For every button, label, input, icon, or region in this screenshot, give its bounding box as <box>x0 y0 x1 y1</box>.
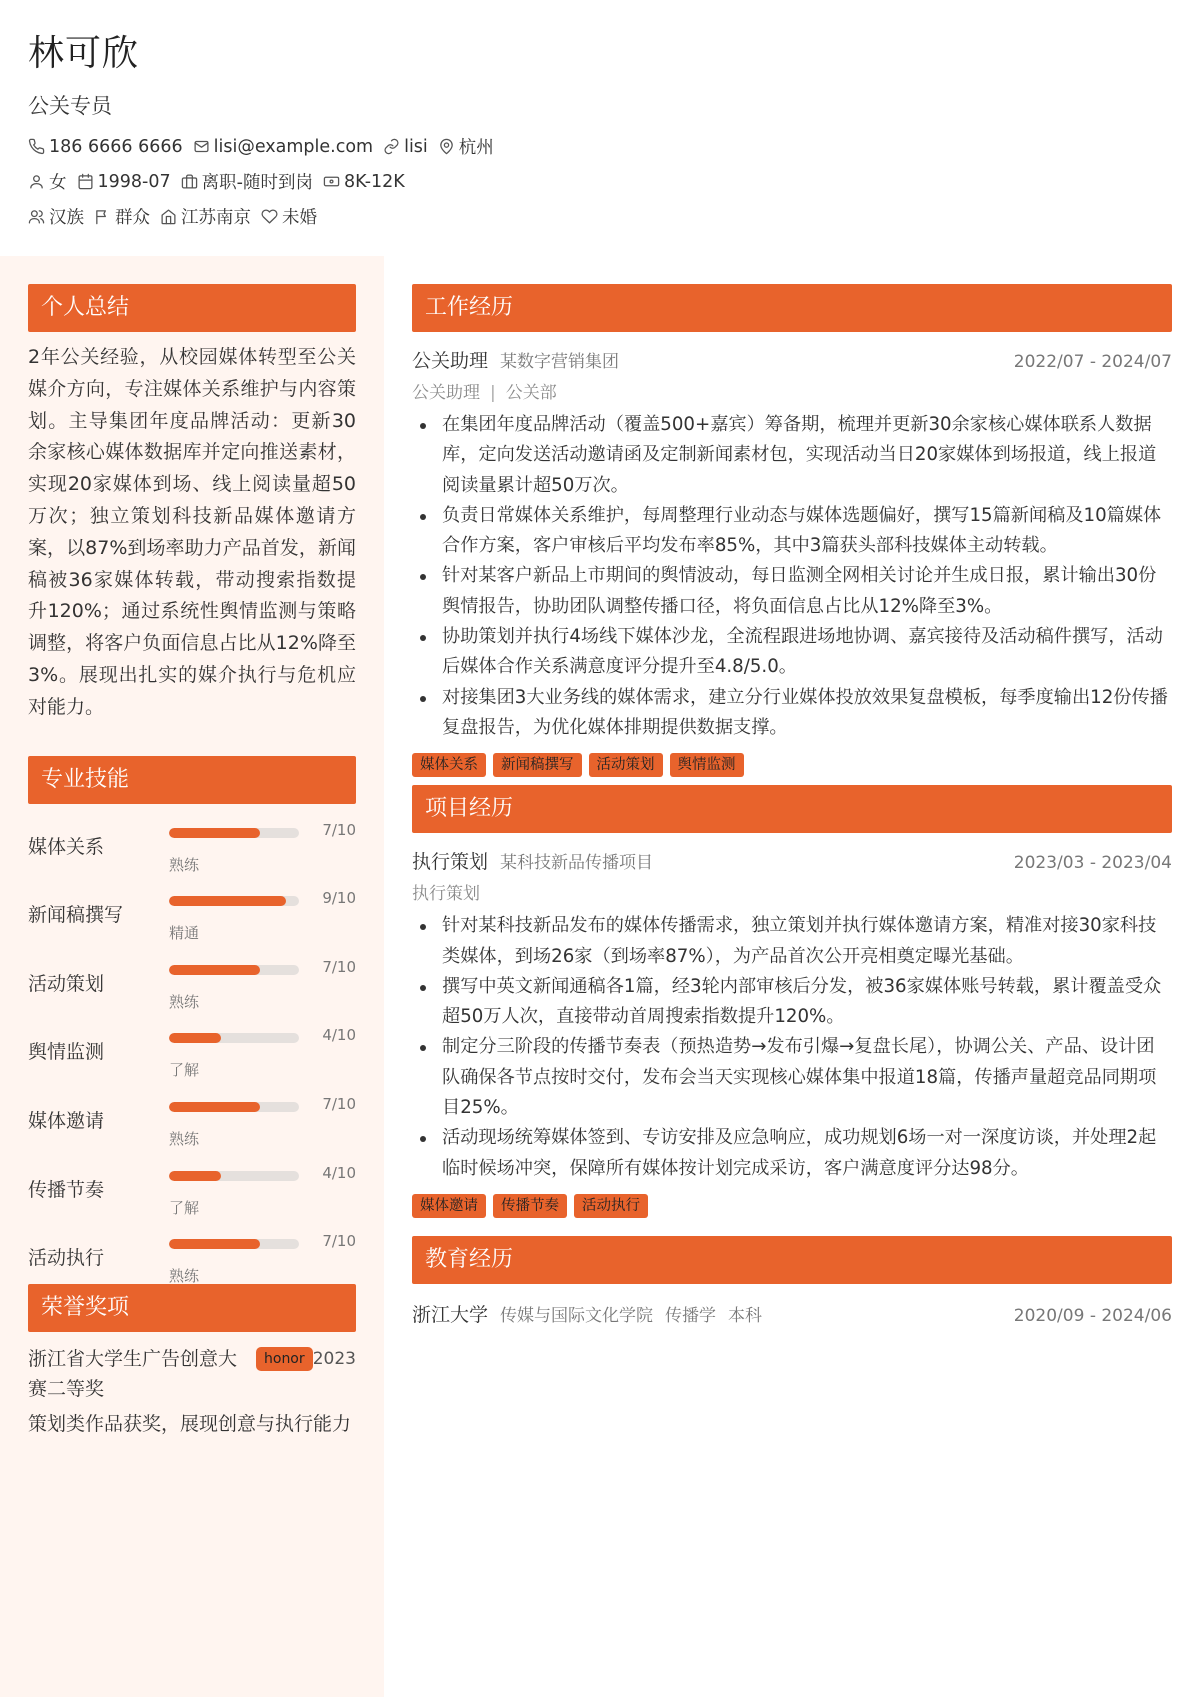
gender-item <box>28 169 67 194</box>
work-dept: 公关部 <box>505 383 557 403</box>
skill-bar <box>169 828 299 838</box>
skill-fill <box>169 1171 221 1181</box>
hometown-item <box>160 204 251 229</box>
phone-text: 186 6666 6666 <box>49 136 183 157</box>
status-item <box>181 169 313 194</box>
skill-score: 7/10 <box>322 957 356 976</box>
heart-icon <box>261 208 278 225</box>
project-tags <box>412 1194 1172 1218</box>
skill-score: 7/10 <box>322 1094 356 1113</box>
skill-level: 了解 <box>169 1198 200 1217</box>
birth-text: 1998-07 <box>97 171 171 192</box>
work-tags <box>412 753 1172 777</box>
project-role: 执行策划 <box>412 884 480 905</box>
skill-name: 舆情监测 <box>28 1041 105 1064</box>
hometown-text: 江苏南京 <box>181 208 251 228</box>
honor-year: 2023 <box>312 1348 356 1369</box>
college-name: 传媒与国际文化学院 <box>500 1305 654 1326</box>
project-position: 执行策划 <box>412 851 489 874</box>
mail-icon <box>193 138 210 155</box>
list-item: 负责日常媒体关系维护，每周整理行业动态与媒体选题偏好，撰写15篇新闻稿及10篇媒体合作方案，客户审核后平均发布率85%，其中3篇获头部科技媒体主动转载。 <box>412 501 1172 562</box>
skill-level: 精通 <box>169 924 200 943</box>
skill-tag: 活动策划 <box>589 753 663 777</box>
resume-header <box>28 28 1168 229</box>
project-entry-header <box>412 847 1172 873</box>
skill-level: 熟练 <box>169 855 200 874</box>
ethnicity-text: 汉族 <box>49 208 84 228</box>
list-item: 撰写中英文新闻通稿各1篇，经3轮内部审核后分发，被36家媒体账号转载，累计覆盖受众超50万人次，直接带动首周搜索指数提升120%。 <box>412 972 1172 1033</box>
skill-name: 媒体关系 <box>28 835 105 858</box>
main-content <box>412 284 1172 1326</box>
contact-row <box>28 134 1168 159</box>
skill-bar <box>169 1102 299 1112</box>
list-item: 针对某科技新品发布的媒体传播需求，独立策划并执行媒体邀请方案，精准对接30家科技类媒体，到场26家（到场率87%），为产品首次公开亮相奠定曝光基础。 <box>412 911 1172 972</box>
work-heading: 工作经历 <box>412 284 1172 332</box>
education-heading: 教育经历 <box>412 1236 1172 1284</box>
candidate-name: 林可欣 <box>28 33 140 74</box>
work-entry-header <box>412 346 1172 372</box>
wechat-text: lisi <box>404 136 428 157</box>
user-icon <box>28 173 45 190</box>
email-text: lisi@example.com <box>213 136 374 157</box>
skill-fill <box>169 1239 260 1249</box>
skill-item <box>28 1147 356 1216</box>
major-name: 传播学 <box>665 1305 717 1326</box>
project-heading: 项目经历 <box>412 785 1172 833</box>
skill-list <box>28 804 356 1284</box>
skill-tag: 传播节奏 <box>493 1194 567 1218</box>
marital-item <box>261 204 317 229</box>
list-item: 协助策划并执行4场线下媒体沙龙，全流程跟进场地协调、嘉宾接待及活动稿件撰写，活动后媒体合作关系满意度评分提升至4.8/5.0。 <box>412 622 1172 683</box>
list-item: 活动现场统筹媒体签到、专访安排及应急响应，成功规划6场一对一深度访谈，并处理2起临时候场冲突，保障所有媒体按计划完成采访，客户满意度评分达98分。 <box>412 1123 1172 1184</box>
users-icon <box>28 208 45 225</box>
list-item: 对接集团3大业务线的媒体需求，建立分行业媒体投放效果复盘模板，每季度输出12份传播复盘报告，为优化媒体排期提供数据支撑。 <box>412 683 1172 744</box>
skill-item <box>28 1215 356 1284</box>
email-item <box>193 137 373 157</box>
politics-item <box>94 204 150 229</box>
salary-text: 8K-12K <box>343 171 405 192</box>
skill-item <box>28 941 356 1010</box>
school-name: 浙江大学 <box>412 1303 489 1326</box>
marital-text: 未婚 <box>282 208 317 228</box>
city-item <box>438 134 494 159</box>
skill-fill <box>169 965 260 975</box>
skill-tag: 活动执行 <box>574 1194 648 1218</box>
skill-bar <box>169 1171 299 1181</box>
skill-tag: 舆情监测 <box>670 753 744 777</box>
skill-level: 熟练 <box>169 1267 200 1286</box>
link-icon <box>383 138 400 155</box>
skill-level: 熟练 <box>169 992 200 1011</box>
skill-level: 熟练 <box>169 1129 200 1148</box>
skill-fill <box>169 1033 221 1043</box>
education-date: 2020/09 - 2024/06 <box>1013 1305 1172 1326</box>
project-bullets <box>412 911 1172 1184</box>
honor-item <box>28 1344 356 1404</box>
skill-bar <box>169 1033 299 1043</box>
skill-level: 了解 <box>169 1061 200 1080</box>
skill-fill <box>169 1102 260 1112</box>
skill-bar <box>169 896 299 906</box>
skill-score: 4/10 <box>322 1163 356 1182</box>
location-pin-icon <box>438 138 455 155</box>
skill-name: 新闻稿撰写 <box>28 904 124 927</box>
wechat-item <box>383 137 428 157</box>
honors-heading: 荣誉奖项 <box>28 1284 356 1332</box>
skill-tag: 新闻稿撰写 <box>493 753 582 777</box>
education-entry <box>412 1300 1172 1326</box>
skill-name: 活动执行 <box>28 1247 105 1270</box>
skill-item <box>28 804 356 873</box>
skill-name: 媒体邀请 <box>28 1109 105 1132</box>
honor-description: 策划类作品获奖，展现创意与执行能力 <box>28 1412 352 1435</box>
project-date: 2023/03 - 2023/04 <box>1013 853 1172 874</box>
honor-title: 浙江省大学生广告创意大赛二等奖 <box>28 1347 238 1400</box>
skill-item <box>28 1078 356 1147</box>
summary-heading: 个人总结 <box>28 284 356 332</box>
skill-score: 4/10 <box>322 1026 356 1045</box>
skills-heading: 专业技能 <box>28 756 356 804</box>
skill-score: 9/10 <box>322 889 356 908</box>
skill-tag: 媒体邀请 <box>412 1194 486 1218</box>
skills-section <box>28 756 356 1284</box>
work-date: 2022/07 - 2024/07 <box>1013 352 1172 372</box>
divider: | <box>490 383 496 403</box>
personal-row <box>28 169 1168 194</box>
skill-score: 7/10 <box>322 820 356 839</box>
banknote-icon <box>323 173 340 190</box>
background-row <box>28 204 1168 229</box>
calendar-icon <box>77 173 94 190</box>
work-company: 某数字营销集团 <box>500 352 620 372</box>
skill-tag: 媒体关系 <box>412 753 486 777</box>
skill-bar <box>169 965 299 975</box>
politics-text: 群众 <box>115 208 150 228</box>
list-item: 制定分三阶段的传播节奏表（预热造势→发布引爆→复盘长尾），协调公关、产品、设计团队确保各节点按时交付，发布会当天实现核心媒体集中报道18篇，传播声量超竞品同期项目25%。 <box>412 1032 1172 1123</box>
skill-name: 活动策划 <box>28 972 105 995</box>
gender-text: 女 <box>49 173 67 193</box>
degree-name: 本科 <box>728 1305 763 1326</box>
work-bullets <box>412 410 1172 743</box>
phone-icon <box>28 138 45 155</box>
phone-item <box>28 137 183 157</box>
skill-item <box>28 872 356 941</box>
job-title: 公关专员 <box>28 94 112 118</box>
skill-bar <box>169 1239 299 1249</box>
status-text: 离职-随时到岗 <box>201 173 313 193</box>
work-role: 公关助理 <box>412 383 480 403</box>
city-text: 杭州 <box>458 138 494 158</box>
skill-name: 传播节奏 <box>28 1178 105 1201</box>
skill-fill <box>169 828 260 838</box>
birth-item <box>77 172 171 192</box>
project-name: 某科技新品传播项目 <box>500 853 654 874</box>
work-position: 公关助理 <box>412 350 489 372</box>
ethnicity-item <box>28 204 84 229</box>
skill-item <box>28 1009 356 1078</box>
sidebar <box>28 284 356 1439</box>
summary-text: 2年公关经验，从校园媒体转型至公关媒介方向，专注媒体关系维护与内容策划。主导集团年度品牌活动：更新30余家核心媒体数据库并定向推送素材，实现20家媒体到场、线上阅读量超50万次；独立策划科技新品媒体邀请方案，以87%到场率助力产品首发，新闻稿被36家媒体转载，带动搜索指数提升120%；通过系统性舆情监测与策略调整，将客户负面信息占比从12%降至3%。展现出扎实的媒介执行与危机应对能力。 <box>28 346 356 718</box>
salary-item <box>323 172 405 192</box>
skill-score: 7/10 <box>322 1232 356 1251</box>
list-item: 针对某客户新品上市期间的舆情波动，每日监测全网相关讨论并生成日报，累计输出30份舆情报告，协助团队调整传播口径，将负面信息占比从12%降至3%。 <box>412 561 1172 622</box>
honors-section <box>28 1284 356 1439</box>
flag-icon <box>94 208 111 225</box>
honor-badge: honor <box>256 1347 313 1371</box>
home-icon <box>160 208 177 225</box>
skill-fill <box>169 896 286 906</box>
list-item: 在集团年度品牌活动（覆盖500+嘉宾）筹备期，梳理并更新30余家核心媒体联系人数据库，定向发送活动邀请函及定制新闻素材包，实现活动当日20家媒体到场报道，线上报道阅读量累计超50万次。 <box>412 410 1172 501</box>
briefcase-icon <box>181 173 198 190</box>
work-role-line <box>412 378 1172 404</box>
